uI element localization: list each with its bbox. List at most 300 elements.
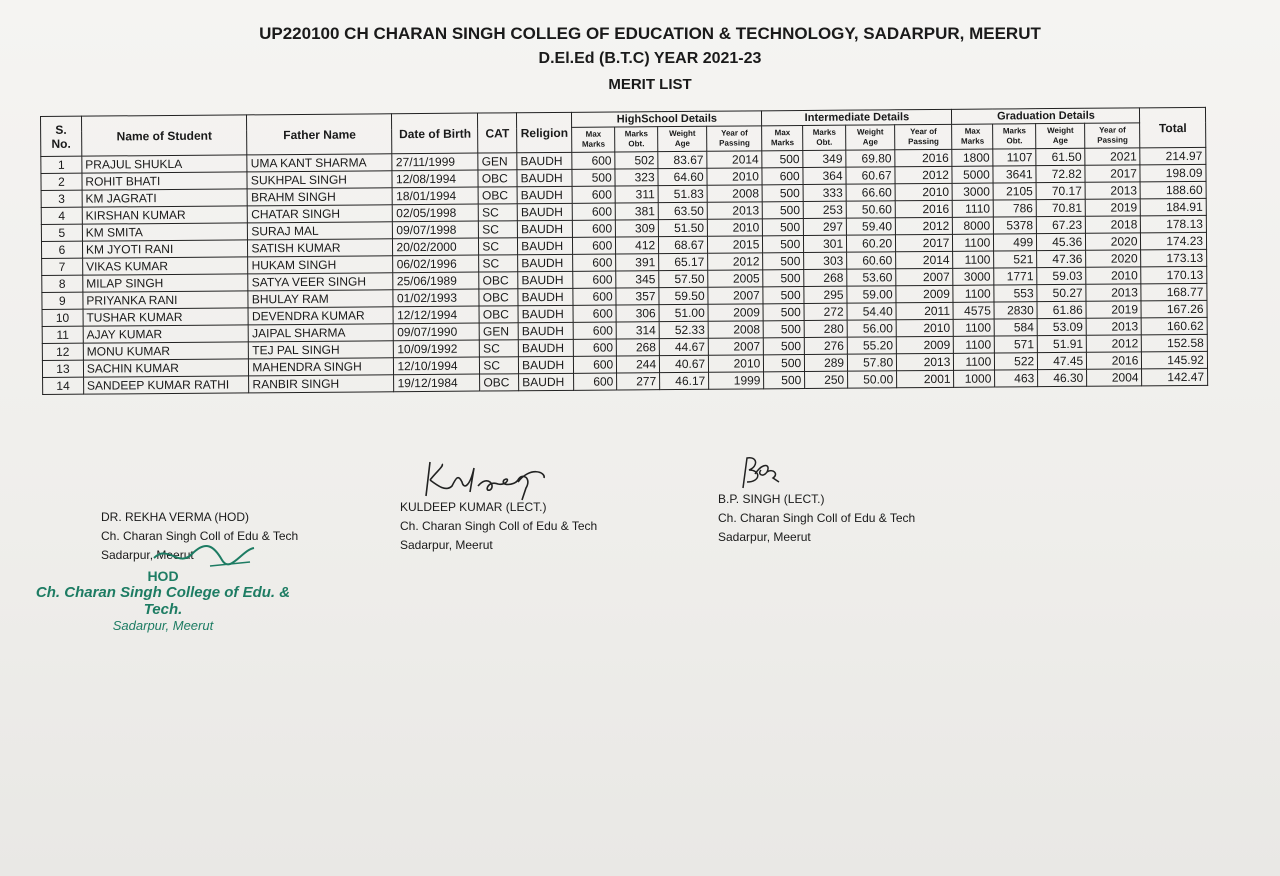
- header-religion: Religion: [517, 112, 572, 152]
- header-total: Total: [1140, 107, 1206, 148]
- cell-inter-marks-obt: 297: [804, 218, 847, 235]
- stamp-hod: HOD: [147, 568, 179, 584]
- cell-inter-weightage: 50.00: [848, 371, 897, 388]
- stamp-college: Ch. Charan Singh College of Edu. & Tech.: [35, 584, 291, 618]
- cell-inter-marks-obt: 364: [803, 167, 846, 184]
- cell-total: 160.62: [1142, 317, 1208, 335]
- cell-hs-year: 2014: [707, 151, 762, 168]
- cell-dob: 18/01/1994: [393, 187, 479, 205]
- kuldeep-college: Ch. Charan Singh Coll of Edu & Tech: [400, 519, 598, 533]
- bp-handwritten-signature: [733, 452, 783, 492]
- cell-religion: BAUDH: [518, 305, 573, 322]
- cell-student-name: MILAP SINGH: [83, 274, 249, 292]
- bp-college: Ch. Charan Singh Coll of Edu & Tech: [718, 511, 916, 525]
- header-father: Father Name: [247, 114, 392, 155]
- cell-category: OBC: [479, 272, 518, 289]
- cell-inter-year: 2011: [896, 302, 953, 319]
- cell-inter-weightage: 50.60: [846, 201, 895, 218]
- cell-inter-max-marks: 500: [764, 338, 805, 355]
- cell-dob: 10/09/1992: [394, 340, 480, 358]
- kuldeep-signature-block: [400, 498, 597, 555]
- cell-inter-weightage: 54.40: [847, 303, 896, 320]
- cell-inter-marks-obt: 253: [803, 201, 846, 218]
- cell-inter-weightage: 53.60: [847, 269, 896, 286]
- subheader-year-of-passing: Year of Passing: [895, 124, 952, 149]
- cell-inter-max-marks: 500: [763, 236, 804, 253]
- cell-hs-max-marks: 600: [573, 271, 616, 288]
- cell-inter-year: 2010: [896, 319, 953, 336]
- cell-total: 170.13: [1141, 266, 1207, 284]
- cell-hs-weightage: 83.67: [658, 151, 707, 168]
- cell-total: 188.60: [1141, 181, 1207, 199]
- cell-sno: 8: [42, 275, 83, 292]
- cell-father-name: JAIPAL SHARMA: [249, 324, 394, 342]
- cell-hs-marks-obt: 412: [616, 237, 659, 254]
- cell-father-name: SATISH KUMAR: [248, 239, 393, 257]
- header-sno: S. No.: [41, 116, 82, 156]
- header-highschool: HighSchool Details: [572, 111, 762, 127]
- cell-hs-weightage: 51.83: [658, 185, 707, 202]
- cell-grad-weightage: 47.36: [1037, 250, 1086, 267]
- subheader-max-marks: Max Marks: [762, 126, 803, 151]
- cell-sno: 1: [41, 156, 82, 173]
- cell-hs-weightage: 46.17: [660, 372, 709, 389]
- cell-inter-max-marks: 500: [763, 253, 804, 270]
- cell-hs-marks-obt: 502: [615, 152, 658, 169]
- cell-hs-weightage: 64.60: [658, 168, 707, 185]
- header-graduation: Graduation Details: [952, 108, 1140, 124]
- header-cat: CAT: [478, 113, 517, 153]
- cell-religion: BAUDH: [518, 237, 573, 254]
- cell-grad-marks-obt: 2830: [994, 302, 1037, 319]
- cell-inter-max-marks: 500: [764, 355, 805, 372]
- cell-inter-year: 2016: [895, 149, 952, 166]
- cell-sno: 13: [42, 360, 83, 377]
- cell-hs-marks-obt: 345: [616, 271, 659, 288]
- cell-sno: 7: [42, 258, 83, 275]
- cell-hs-max-marks: 600: [573, 322, 616, 339]
- cell-inter-max-marks: 500: [763, 304, 804, 321]
- subheader-weight-age: Weight Age: [1036, 123, 1085, 148]
- cell-grad-max-marks: 3000: [952, 183, 993, 200]
- subheader-year-of-passing: Year of Passing: [707, 126, 762, 151]
- cell-sno: 11: [42, 326, 83, 343]
- cell-grad-weightage: 70.81: [1036, 199, 1085, 216]
- cell-grad-weightage: 72.82: [1036, 165, 1085, 182]
- cell-category: SC: [479, 204, 518, 221]
- cell-religion: BAUDH: [517, 220, 572, 237]
- cell-hs-max-marks: 600: [572, 186, 615, 203]
- cell-religion: BAUDH: [517, 152, 572, 169]
- cell-sno: 5: [41, 224, 82, 241]
- cell-father-name: RANBIR SINGH: [249, 375, 394, 393]
- cell-category: SC: [480, 357, 519, 374]
- cell-hs-year: 2007: [708, 287, 763, 304]
- cell-hs-marks-obt: 309: [616, 220, 659, 237]
- cell-hs-max-marks: 600: [574, 373, 617, 390]
- cell-religion: BAUDH: [518, 322, 573, 339]
- cell-inter-max-marks: 600: [762, 168, 803, 185]
- merit-table: [40, 107, 1208, 395]
- cell-hs-max-marks: 600: [572, 152, 615, 169]
- cell-hs-marks-obt: 311: [615, 186, 658, 203]
- cell-hs-marks-obt: 306: [616, 305, 659, 322]
- cell-hs-year: 2015: [708, 236, 763, 253]
- bp-name: B.P. SINGH (LECT.): [718, 492, 825, 506]
- cell-category: OBC: [480, 374, 519, 391]
- cell-hs-marks-obt: 244: [617, 356, 660, 373]
- cell-hs-max-marks: 500: [572, 169, 615, 186]
- cell-inter-marks-obt: 276: [804, 337, 847, 354]
- cell-grad-marks-obt: 499: [994, 234, 1037, 251]
- cell-hs-weightage: 51.50: [658, 219, 707, 236]
- header-intermediate: Intermediate Details: [762, 109, 952, 125]
- cell-grad-marks-obt: 786: [993, 200, 1036, 217]
- cell-inter-year: 2010: [895, 183, 952, 200]
- subheader-max-marks: Max Marks: [572, 127, 615, 152]
- cell-grad-max-marks: 1100: [954, 336, 995, 353]
- cell-category: OBC: [479, 306, 518, 323]
- cell-inter-max-marks: 500: [763, 270, 804, 287]
- cell-grad-marks-obt: 553: [994, 285, 1037, 302]
- cell-grad-year: 2019: [1086, 301, 1141, 318]
- cell-inter-year: 2012: [895, 166, 952, 183]
- cell-hs-marks-obt: 381: [615, 203, 658, 220]
- cell-inter-marks-obt: 295: [804, 286, 847, 303]
- cell-grad-marks-obt: 571: [995, 336, 1038, 353]
- cell-total: 168.77: [1141, 283, 1207, 301]
- course-title: D.El.Ed (B.T.C) YEAR 2021-23: [538, 50, 762, 67]
- cell-grad-year: 2019: [1085, 199, 1140, 216]
- cell-inter-year: 2017: [896, 234, 953, 251]
- hod-name: DR. REKHA VERMA (HOD): [101, 510, 250, 524]
- cell-grad-weightage: 59.03: [1037, 267, 1086, 284]
- cell-grad-year: 2010: [1086, 267, 1141, 284]
- subheader-marks-obt: Marks Obt.: [615, 127, 658, 152]
- stamp-location: Sadarpur, Meerut: [112, 618, 214, 633]
- bp-signature-block: [718, 490, 915, 547]
- cell-grad-max-marks: 1100: [954, 319, 995, 336]
- cell-grad-weightage: 61.50: [1036, 148, 1085, 165]
- cell-student-name: AJAY KUMAR: [83, 325, 249, 343]
- cell-inter-weightage: 57.80: [848, 354, 897, 371]
- cell-grad-max-marks: 1100: [953, 234, 994, 251]
- cell-category: OBC: [478, 170, 517, 187]
- cell-hs-year: 2010: [709, 355, 764, 372]
- cell-dob: 12/08/1994: [392, 170, 478, 188]
- cell-grad-weightage: 51.91: [1037, 335, 1086, 352]
- college-title: UP220100 CH CHARAN SINGH COLLEG OF EDUCATION & TECHNOLOGY, SADARPUR, MEERUT: [259, 24, 1041, 43]
- cell-student-name: PRAJUL SHUKLA: [82, 155, 248, 173]
- cell-inter-marks-obt: 250: [805, 371, 848, 388]
- cell-inter-marks-obt: 303: [804, 252, 847, 269]
- cell-sno: 12: [42, 343, 83, 360]
- hod-handwritten-signature: [150, 540, 260, 570]
- cell-inter-max-marks: 500: [763, 219, 804, 236]
- cell-total: 145.92: [1142, 351, 1208, 369]
- cell-grad-max-marks: 1000: [954, 370, 995, 387]
- cell-grad-weightage: 45.36: [1037, 233, 1086, 250]
- cell-dob: 25/06/1989: [393, 272, 479, 290]
- cell-grad-year: 2004: [1087, 369, 1142, 386]
- cell-grad-weightage: 47.45: [1038, 352, 1087, 369]
- cell-grad-weightage: 50.27: [1037, 284, 1086, 301]
- cell-sno: 14: [43, 377, 84, 394]
- cell-grad-weightage: 61.86: [1037, 301, 1086, 318]
- cell-hs-weightage: 59.50: [659, 287, 708, 304]
- cell-hs-max-marks: 600: [573, 305, 616, 322]
- cell-hs-max-marks: 600: [573, 237, 616, 254]
- cell-religion: BAUDH: [517, 169, 572, 186]
- cell-student-name: VIKAS KUMAR: [82, 257, 248, 275]
- cell-grad-max-marks: 1100: [953, 251, 994, 268]
- cell-father-name: TEJ PAL SINGH: [249, 341, 394, 359]
- cell-inter-weightage: 59.40: [846, 218, 895, 235]
- cell-hs-marks-obt: 391: [616, 254, 659, 271]
- cell-religion: BAUDH: [519, 373, 574, 390]
- cell-hs-max-marks: 600: [574, 339, 617, 356]
- cell-grad-year: 2013: [1086, 318, 1141, 335]
- cell-religion: BAUDH: [518, 271, 573, 288]
- cell-hs-weightage: 57.50: [659, 270, 708, 287]
- cell-dob: 20/02/2000: [393, 238, 479, 256]
- cell-grad-max-marks: 1110: [953, 200, 994, 217]
- cell-hs-year: 2010: [707, 168, 762, 185]
- cell-category: GEN: [479, 323, 518, 340]
- cell-dob: 09/07/1998: [393, 221, 479, 239]
- cell-total: 184.91: [1141, 198, 1207, 216]
- cell-inter-weightage: 60.20: [847, 235, 896, 252]
- cell-inter-marks-obt: 301: [804, 235, 847, 252]
- header-dob: Date of Birth: [392, 113, 478, 154]
- cell-grad-max-marks: 8000: [953, 217, 994, 234]
- cell-student-name: KIRSHAN KUMAR: [82, 206, 248, 224]
- cell-student-name: TUSHAR KUMAR: [83, 308, 249, 326]
- cell-grad-year: 2012: [1086, 335, 1141, 352]
- kuldeep-name: KULDEEP KUMAR (LECT.): [400, 500, 547, 514]
- cell-father-name: SUKHPAL SINGH: [247, 171, 392, 189]
- cell-grad-weightage: 70.17: [1036, 182, 1085, 199]
- cell-sno: 2: [41, 173, 82, 190]
- subheader-year-of-passing: Year of Passing: [1085, 123, 1140, 148]
- cell-father-name: BRAHM SINGH: [247, 188, 392, 206]
- cell-hs-max-marks: 600: [574, 356, 617, 373]
- cell-inter-year: 2014: [896, 251, 953, 268]
- cell-grad-marks-obt: 2105: [993, 183, 1036, 200]
- cell-student-name: SACHIN KUMAR: [83, 359, 249, 377]
- cell-hs-weightage: 63.50: [658, 202, 707, 219]
- cell-grad-max-marks: 1800: [952, 149, 993, 166]
- cell-inter-weightage: 59.00: [847, 286, 896, 303]
- cell-inter-year: 2013: [897, 353, 954, 370]
- cell-inter-year: 2016: [895, 200, 952, 217]
- cell-sno: 10: [42, 309, 83, 326]
- cell-grad-max-marks: 4575: [953, 302, 994, 319]
- subheader-weight-age: Weight Age: [658, 126, 707, 151]
- cell-sno: 4: [41, 207, 82, 224]
- cell-father-name: HUKAM SINGH: [248, 256, 393, 274]
- cell-total: 198.09: [1140, 164, 1206, 182]
- cell-hs-max-marks: 600: [573, 220, 616, 237]
- cell-inter-max-marks: 500: [763, 321, 804, 338]
- cell-hs-weightage: 51.00: [659, 304, 708, 321]
- cell-hs-year: 2008: [708, 321, 763, 338]
- cell-dob: 09/07/1990: [394, 323, 480, 341]
- cell-grad-marks-obt: 463: [995, 370, 1038, 387]
- cell-sno: 3: [41, 190, 82, 207]
- cell-dob: 06/02/1996: [393, 255, 479, 273]
- cell-hs-weightage: 44.67: [659, 338, 708, 355]
- cell-inter-year: 2012: [895, 217, 952, 234]
- cell-inter-weightage: 56.00: [847, 320, 896, 337]
- cell-inter-marks-obt: 272: [804, 303, 847, 320]
- cell-hs-weightage: 52.33: [659, 321, 708, 338]
- cell-inter-max-marks: 500: [764, 372, 805, 389]
- cell-inter-marks-obt: 280: [804, 320, 847, 337]
- cell-inter-max-marks: 500: [763, 287, 804, 304]
- merit-list-title: MERIT LIST: [608, 76, 692, 93]
- cell-total: 167.26: [1141, 300, 1207, 318]
- cell-inter-weightage: 66.60: [846, 184, 895, 201]
- kuldeep-location: Sadarpur, Meerut: [400, 538, 493, 552]
- bp-location: Sadarpur, Meerut: [718, 530, 811, 544]
- cell-grad-year: 2021: [1085, 148, 1140, 165]
- cell-grad-year: 2020: [1086, 233, 1141, 250]
- cell-father-name: SATYA VEER SINGH: [248, 273, 393, 291]
- cell-category: OBC: [478, 187, 517, 204]
- cell-hs-marks-obt: 268: [616, 339, 659, 356]
- cell-hs-marks-obt: 357: [616, 288, 659, 305]
- cell-grad-marks-obt: 1771: [994, 268, 1037, 285]
- cell-hs-year: 1999: [709, 372, 764, 389]
- cell-grad-weightage: 46.30: [1038, 369, 1087, 386]
- cell-inter-weightage: 55.20: [847, 337, 896, 354]
- cell-grad-marks-obt: 5378: [994, 217, 1037, 234]
- cell-dob: 01/02/1993: [393, 289, 479, 307]
- cell-student-name: MONU KUMAR: [83, 342, 249, 360]
- cell-sno: 6: [41, 241, 82, 258]
- cell-grad-weightage: 53.09: [1037, 318, 1086, 335]
- cell-father-name: UMA KANT SHARMA: [247, 154, 392, 172]
- cell-father-name: DEVENDRA KUMAR: [248, 307, 393, 325]
- cell-student-name: KM JAGRATI: [82, 189, 248, 207]
- cell-inter-year: 2009: [896, 336, 953, 353]
- cell-grad-weightage: 67.23: [1037, 216, 1086, 233]
- cell-inter-max-marks: 500: [763, 202, 804, 219]
- cell-hs-weightage: 65.17: [659, 253, 708, 270]
- cell-inter-max-marks: 500: [762, 185, 803, 202]
- subheader-weight-age: Weight Age: [846, 125, 895, 150]
- cell-father-name: BHULAY RAM: [248, 290, 393, 308]
- cell-religion: BAUDH: [517, 203, 572, 220]
- cell-religion: BAUDH: [518, 339, 573, 356]
- cell-grad-year: 2013: [1085, 182, 1140, 199]
- cell-grad-year: 2017: [1085, 165, 1140, 182]
- cell-hs-year: 2007: [708, 338, 763, 355]
- cell-religion: BAUDH: [518, 288, 573, 305]
- cell-father-name: SURAJ MAL: [248, 222, 393, 240]
- cell-grad-marks-obt: 3641: [993, 166, 1036, 183]
- cell-category: SC: [479, 221, 518, 238]
- cell-inter-year: 2009: [896, 285, 953, 302]
- cell-student-name: PRIYANKA RANI: [83, 291, 249, 309]
- cell-hs-marks-obt: 323: [615, 169, 658, 186]
- cell-hs-max-marks: 600: [573, 203, 616, 220]
- cell-father-name: MAHENDRA SINGH: [249, 358, 394, 376]
- cell-category: GEN: [478, 153, 517, 170]
- subheader-max-marks: Max Marks: [952, 124, 993, 149]
- cell-total: 152.58: [1142, 334, 1208, 352]
- cell-inter-year: 2001: [897, 370, 954, 387]
- cell-total: 173.13: [1141, 249, 1207, 267]
- cell-total: 178.13: [1141, 215, 1207, 233]
- cell-category: SC: [479, 238, 518, 255]
- cell-hs-marks-obt: 314: [616, 322, 659, 339]
- cell-hs-year: 2012: [708, 253, 763, 270]
- header-name: Name of Student: [81, 115, 247, 156]
- hod-stamp: [18, 568, 308, 633]
- cell-dob: 02/05/1998: [393, 204, 479, 222]
- cell-student-name: ROHIT BHATI: [82, 172, 248, 190]
- cell-sno: 9: [42, 292, 83, 309]
- cell-religion: BAUDH: [518, 254, 573, 271]
- cell-grad-year: 2013: [1086, 284, 1141, 301]
- cell-inter-marks-obt: 349: [803, 150, 846, 167]
- cell-student-name: KM SMITA: [82, 223, 248, 241]
- cell-student-name: SANDEEP KUMAR RATHI: [83, 376, 249, 394]
- cell-grad-max-marks: 1100: [954, 353, 995, 370]
- cell-hs-year: 2005: [708, 270, 763, 287]
- cell-grad-marks-obt: 584: [994, 319, 1037, 336]
- cell-student-name: KM JYOTI RANI: [82, 240, 248, 258]
- cell-grad-max-marks: 1100: [953, 285, 994, 302]
- cell-hs-year: 2008: [707, 185, 762, 202]
- cell-father-name: CHATAR SINGH: [248, 205, 393, 223]
- cell-grad-year: 2016: [1087, 352, 1142, 369]
- cell-total: 142.47: [1142, 368, 1208, 386]
- cell-grad-max-marks: 3000: [953, 268, 994, 285]
- cell-inter-marks-obt: 268: [804, 269, 847, 286]
- cell-total: 214.97: [1140, 147, 1206, 165]
- cell-inter-year: 2007: [896, 268, 953, 285]
- cell-inter-marks-obt: 333: [803, 184, 846, 201]
- cell-grad-marks-obt: 522: [995, 353, 1038, 370]
- cell-grad-marks-obt: 1107: [993, 149, 1036, 166]
- cell-grad-marks-obt: 521: [994, 251, 1037, 268]
- cell-grad-max-marks: 5000: [952, 166, 993, 183]
- cell-inter-max-marks: 500: [762, 151, 803, 168]
- kuldeep-handwritten-signature: [418, 456, 558, 502]
- cell-hs-marks-obt: 277: [617, 373, 660, 390]
- cell-category: SC: [479, 255, 518, 272]
- cell-hs-year: 2013: [707, 202, 762, 219]
- cell-dob: 19/12/1984: [394, 374, 480, 392]
- subheader-marks-obt: Marks Obt.: [993, 124, 1036, 149]
- cell-dob: 12/10/1994: [394, 357, 480, 375]
- cell-hs-year: 2010: [708, 219, 763, 236]
- cell-total: 174.23: [1141, 232, 1207, 250]
- cell-hs-weightage: 68.67: [659, 236, 708, 253]
- merit-table-body: [41, 147, 1208, 394]
- cell-dob: 27/11/1999: [392, 153, 478, 171]
- hod-college: Ch. Charan Singh Coll of Edu & Tech: [101, 529, 299, 543]
- cell-religion: BAUDH: [517, 186, 572, 203]
- subheader-marks-obt: Marks Obt.: [803, 125, 846, 150]
- cell-hs-max-marks: 600: [573, 254, 616, 271]
- cell-category: SC: [480, 340, 519, 357]
- cell-grad-year: 2018: [1086, 216, 1141, 233]
- cell-inter-weightage: 60.67: [846, 167, 895, 184]
